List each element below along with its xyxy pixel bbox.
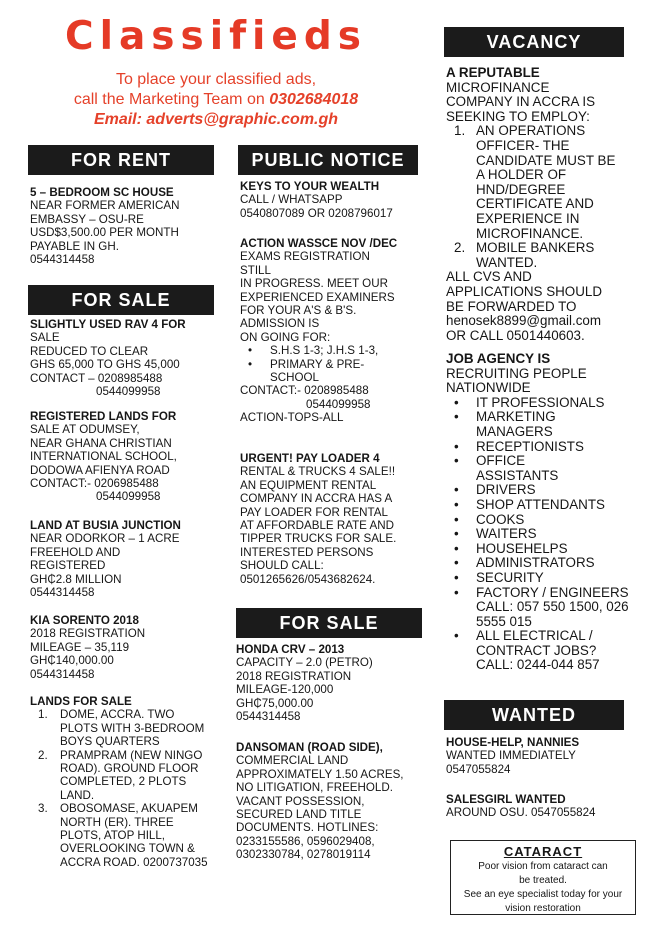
list-number: 1. [38, 708, 48, 722]
ad-line: EXPERIENCED EXAMINERS [240, 290, 395, 304]
ad-line: RENTAL & TRUCKS 4 SALE!! [240, 465, 396, 479]
ad-line: 0544314458 [30, 253, 95, 267]
ad-line: SEEKING TO EMPLOY: [446, 108, 590, 124]
ad-dansoman [236, 741, 430, 862]
list-text: WAITERS [476, 526, 537, 542]
lands-list [30, 708, 215, 869]
ad-heading: SALESGIRL WANTED [446, 793, 566, 806]
list-item [446, 571, 630, 586]
ad-line: 2018 REGISTRATION [30, 627, 146, 641]
ad-heading: SLIGHTLY USED RAV 4 FOR [30, 318, 186, 331]
list-number: 2. [454, 240, 466, 256]
list-text: FACTORY / ENGINEERS CALL: 057 550 1500, 026 5555 015 [476, 584, 629, 629]
ad-line: VACANT POSSESSION, [236, 794, 365, 808]
wassce-bullets [240, 344, 430, 384]
ad-line: 0544314458 [30, 667, 95, 681]
ad-lands-list [30, 695, 215, 869]
section-header-public-notice: PUBLIC NOTICE [238, 145, 418, 175]
ad-line: 0544099958 [96, 490, 161, 504]
bullet-icon: • [248, 344, 253, 358]
ad-line: COMPANY IN ACCRA HAS A [240, 492, 393, 506]
ad-line: SALE [30, 331, 60, 345]
ad-line: CONTACT:- 0208985488 [240, 384, 369, 398]
ad-keys-to-wealth [240, 180, 430, 220]
header-line-3 [0, 110, 432, 129]
list-text: S.H.S 1-3; J.H.S 1-3, [270, 344, 379, 358]
list-number: 2. [38, 748, 48, 762]
list-text: ADMINISTRATORS [476, 555, 595, 571]
ad-heading: KEYS TO YOUR WEALTH [240, 180, 380, 193]
list-text: ALL ELECTRICAL / CONTRACT JOBS? CALL: 0244-044 857 [476, 628, 600, 673]
ad-line: MICROFINANCE [446, 79, 550, 95]
list-item [446, 513, 630, 528]
ad-line: PAY LOADER FOR RENTAL [240, 505, 388, 519]
ad-job-agency [446, 352, 630, 673]
bullet-icon: • [454, 511, 459, 527]
bullet-icon: • [454, 526, 459, 542]
ad-line: 0544099958 [96, 385, 161, 399]
ad-line: WANTED IMMEDIATELY [446, 749, 576, 763]
list-item [446, 527, 630, 542]
list-text: DOME, ACCRA. TWO PLOTS WITH 3-BEDROOM BOYS QUARTERS [60, 708, 205, 749]
ad-line: INTERESTED PERSONS [240, 545, 374, 559]
bullet-icon: • [454, 409, 459, 425]
ad-line: NEAR FORMER AMERICAN [30, 199, 180, 213]
ad-line: 0544099958 [306, 397, 371, 411]
list-item [446, 124, 626, 241]
list-text: SHOP ATTENDANTS [476, 496, 605, 512]
section-header-for-sale-2: FOR SALE [236, 608, 422, 638]
list-item [240, 344, 430, 357]
ad-line: TIPPER TRUCKS FOR SALE. [240, 532, 397, 546]
ad-heading: KIA SORENTO 2018 [30, 614, 139, 627]
list-item [446, 629, 630, 673]
bullet-icon: • [454, 569, 459, 585]
ad-heading: JOB AGENCY IS [446, 351, 551, 366]
ad-heading: A REPUTABLE [446, 65, 540, 80]
list-item [446, 454, 630, 483]
cataract-box [450, 840, 636, 915]
section-header-for-sale: FOR SALE [28, 285, 214, 315]
list-text: MOBILE BANKERS WANTED. [476, 240, 595, 270]
ad-heading: HOUSE-HELP, NANNIES [446, 736, 580, 749]
list-text: OBOSOMASE, AKUAPEM NORTH (ER). THREE PLOTS, ATOP HILL, OVERLOOKING TOWN & ACCRA ROAD. 0200737035 [60, 802, 208, 869]
list-item [446, 440, 630, 455]
ad-line: AT AFFORDABLE RATE AND [240, 519, 394, 533]
bullet-icon: • [454, 394, 459, 410]
cataract-line: See an eye specialist today for your [463, 889, 623, 900]
ad-line: FREEHOLD AND [30, 545, 121, 559]
ad-line: IN PROGRESS. MEET OUR [240, 277, 388, 291]
header-email: Email: adverts@graphic.com.gh [93, 111, 339, 128]
cataract-line: Poor vision from cataract can [478, 861, 608, 872]
ad-line: ON GOING FOR: [240, 330, 331, 344]
ad-line: NATIONWIDE [446, 380, 531, 396]
section-header-vacancy: VACANCY [444, 27, 624, 57]
bullet-icon: • [454, 584, 459, 600]
ad-action-wassce [240, 237, 430, 425]
ad-line: 0547055824 [446, 762, 511, 776]
ad-pay-loader [240, 452, 430, 586]
bullet-icon: • [454, 628, 459, 644]
list-number: 3. [38, 802, 48, 816]
ad-line: SALE AT ODUMSEY, [30, 423, 140, 437]
header-line-1: To place your classified ads, [115, 71, 317, 88]
ad-line: BE FORWARDED TO [446, 298, 577, 314]
list-text: DRIVERS [476, 482, 536, 498]
list-text: HOUSEHELPS [476, 540, 568, 556]
ad-line: OR CALL 0501440603. [446, 327, 585, 343]
vacancy-list [446, 124, 626, 270]
ad-heading: 5 – BEDROOM SC HOUSE [30, 186, 174, 199]
bullet-icon: • [454, 453, 459, 469]
ad-line: EXAMS REGISTRATION [240, 250, 370, 264]
list-item [446, 483, 630, 498]
ad-line: APPLICATIONS SHOULD [446, 283, 603, 299]
bullet-icon: • [454, 540, 459, 556]
ad-line: 0540807089 OR 0208796017 [240, 206, 393, 220]
ad-line: MILEAGE-120,000 [236, 683, 334, 697]
list-text: PRIMARY & PRE-SCHOOL [270, 357, 365, 385]
ad-line: STILL [240, 263, 271, 277]
ad-heading: URGENT! PAY LOADER 4 [240, 452, 380, 465]
list-item [446, 410, 630, 439]
ad-line: 0544314458 [236, 710, 301, 724]
ad-heading: HONDA CRV – 2013 [236, 643, 345, 656]
ad-line: ALL CVS AND [446, 269, 532, 285]
ad-lands-odumsey [30, 410, 220, 504]
ad-line: 0544314458 [30, 586, 95, 600]
ad-line: 2018 REGISTRATION [236, 669, 352, 683]
list-item [446, 241, 626, 270]
ad-line: CALL / WHATSAPP [240, 193, 343, 207]
ad-line: CONTACT:- 0206985488 [30, 477, 159, 491]
ad-honda-crv [236, 643, 428, 723]
ad-line: GHS 65,000 TO GHS 45,000 [30, 358, 180, 372]
ad-line: GH₵140,000.00 [30, 654, 114, 668]
bullet-icon: • [248, 357, 253, 371]
ad-line: CONTACT – 0208985488 [30, 371, 163, 385]
cataract-line: be treated. [519, 875, 567, 886]
ad-line: CAPACITY – 2.0 (PETRO) [236, 656, 373, 670]
ad-line: AN EQUIPMENT RENTAL [240, 478, 377, 492]
list-item [30, 708, 215, 748]
list-item [446, 498, 630, 513]
ad-heading: LANDS FOR SALE [30, 695, 132, 708]
ad-line: GH₵2.8 MILLION [30, 572, 122, 586]
ad-line: GH₵75,000.00 [236, 696, 314, 710]
ad-line: COMPANY IN ACCRA IS [446, 94, 596, 110]
ad-line: 0501265626/0543682624. [240, 572, 376, 586]
ad-heading: REGISTERED LANDS FOR [30, 410, 177, 423]
ad-line: REDUCED TO CLEAR [30, 344, 149, 358]
ad-salesgirl [446, 793, 626, 820]
list-text: MARKETING MANAGERS [476, 409, 556, 439]
list-text: COOKS [476, 511, 525, 527]
ad-line: PAYABLE IN GH. [30, 239, 119, 253]
list-item [30, 749, 215, 803]
bullet-icon: • [454, 496, 459, 512]
ad-line: EMBASSY – OSU-RE [30, 212, 144, 226]
header-call-text: call the Marketing Team on [73, 91, 270, 108]
ad-email: henosek8899@gmail.com [446, 313, 602, 329]
ad-kia-sorento [30, 614, 220, 681]
agency-bullets [446, 396, 630, 673]
ad-line: NO LITIGATION, FREEHOLD. [236, 781, 393, 795]
ad-line: ACTION-TOPS-ALL [240, 411, 344, 425]
cataract-title: CATARACT [503, 844, 583, 859]
page-title: Classifieds [64, 14, 368, 59]
section-header-for-rent: FOR RENT [28, 145, 214, 175]
ad-line: 0302330784, 0278019114 [236, 848, 371, 862]
header-line-2 [0, 90, 432, 109]
ad-heading: ACTION WASSCE NOV /DEC [240, 237, 398, 250]
ad-line: COMMERCIAL LAND [236, 754, 349, 768]
list-text: PRAMPRAM (NEW NINGO ROAD). GROUND FLOOR COMPLETED, 2 PLOTS LAND. [60, 748, 203, 802]
ad-house-help [446, 736, 626, 776]
list-text: AN OPERATIONS OFFICER- THE CANDIDATE MUST BE A HOLDER OF HND/DEGREE CERTIFICATE AND EXPERIENCE IN MICROFINANCE. [476, 123, 616, 241]
list-item [446, 542, 630, 557]
ad-line: INTERNATIONAL SCHOOL, [30, 450, 177, 464]
ad-line: MILEAGE – 35,119 [30, 640, 130, 654]
ad-line: 0233155586, 0596029408, [236, 834, 375, 848]
list-item [30, 802, 215, 869]
ad-line: USD$3,500.00 PER MONTH [30, 226, 179, 240]
ad-microfinance [446, 66, 626, 343]
ad-line: DOCUMENTS. HOTLINES: [236, 821, 379, 835]
ad-line: DODOWA AFIENYA ROAD [30, 463, 170, 477]
ad-line: SHOULD CALL: [240, 559, 324, 573]
list-text: SECURITY [476, 569, 544, 585]
header-phone: 0302684018 [269, 91, 359, 108]
bullet-icon: • [454, 482, 459, 498]
cataract-line: vision restoration [505, 903, 581, 914]
list-text: IT PROFESSIONALS [476, 394, 605, 410]
list-item [446, 556, 630, 571]
ad-line: ADMISSION IS [240, 317, 320, 331]
list-item [446, 586, 630, 630]
list-number: 1. [454, 123, 466, 139]
ad-bedroom-house [30, 186, 220, 266]
list-text: RECEPTIONISTS [476, 438, 584, 454]
ad-line: AROUND OSU. 0547055824 [446, 806, 596, 820]
section-header-wanted: WANTED [444, 700, 624, 730]
ad-line: RECRUITING PEOPLE [446, 365, 587, 381]
bullet-icon: • [454, 555, 459, 571]
ad-rav4 [30, 318, 220, 398]
ad-line: NEAR ODORKOR – 1 ACRE [30, 532, 180, 546]
ad-line: REGISTERED [30, 559, 106, 573]
list-text: OFFICE ASSISTANTS [476, 453, 559, 483]
bullet-icon: • [454, 438, 459, 454]
ad-line: SECURED LAND TITLE [236, 808, 362, 822]
ad-line: FOR YOUR A'S & B'S. [240, 304, 357, 318]
ad-heading: DANSOMAN (ROAD SIDE), [236, 741, 383, 754]
list-item [240, 358, 430, 385]
ad-line: APPROXIMATELY 1.50 ACRES, [236, 767, 404, 781]
ad-heading: LAND AT BUSIA JUNCTION [30, 519, 181, 532]
ad-busia-land [30, 519, 220, 599]
ad-line: NEAR GHANA CHRISTIAN [30, 436, 172, 450]
list-item [446, 396, 630, 411]
